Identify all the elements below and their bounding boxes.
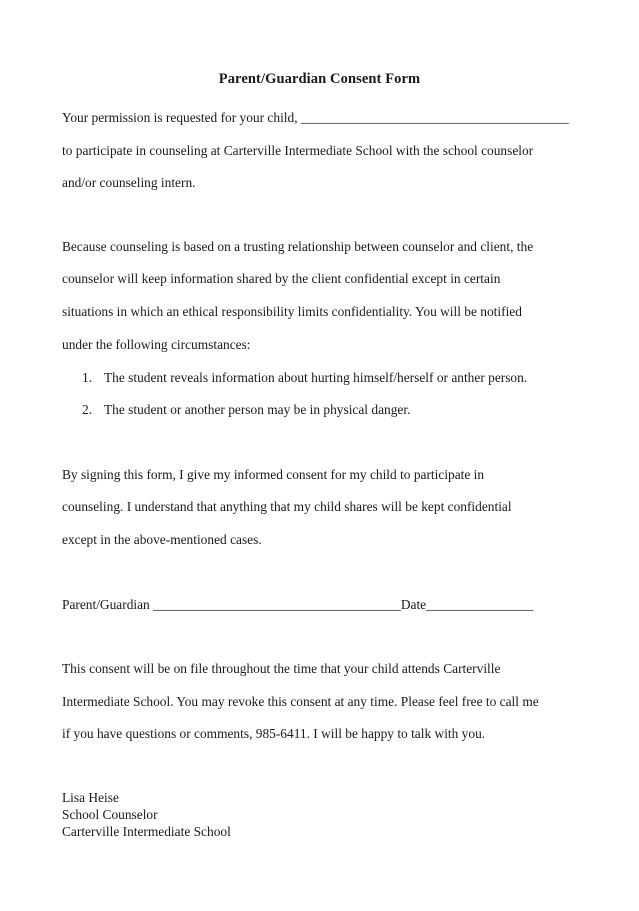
- closing-line-3: if you have questions or comments, 985-6411. I will be happy to talk with you.: [62, 726, 486, 741]
- confidentiality-line-3: situations in which an ethical responsibility limits confidentiality. You will be notified: [62, 304, 522, 319]
- signature-line: Parent/Guardian _____________________________________Date________________: [62, 597, 534, 612]
- signoff-name: Lisa Heise: [62, 790, 119, 805]
- form-title: Parent/Guardian Consent Form: [218, 71, 421, 87]
- closing-line-2: Intermediate School. You may revoke this consent at any time. Please feel free to call me: [62, 694, 539, 709]
- closing-line-1: This consent will be on file throughout the time that your child attends Carterville: [62, 661, 501, 676]
- consent-line-3: except in the above-mentioned cases.: [62, 532, 262, 547]
- signoff-role: School Counselor: [62, 807, 158, 822]
- list-item-number: 1.: [82, 370, 93, 385]
- consent-line-2: counseling. I understand that anything that my child shares will be kept confidential: [62, 499, 512, 514]
- confidentiality-line-1: Because counseling is based on a trusting relationship between counselor and client, the: [62, 239, 534, 254]
- confidentiality-line-4: under the following circumstances:: [62, 337, 251, 352]
- intro-line-1: Your permission is requested for your child, ________________________________________: [62, 110, 569, 125]
- signoff-school: Carterville Intermediate School: [62, 824, 231, 839]
- intro-line-3: and/or counseling intern.: [62, 175, 196, 190]
- list-item-number: 2.: [82, 402, 93, 417]
- confidentiality-line-2: counselor will keep information shared by the client confidential except in certain: [62, 271, 501, 286]
- consent-line-1: By signing this form, I give my informed consent for my child to participate in: [62, 467, 485, 482]
- intro-line-2: to participate in counseling at Carterville Intermediate School with the school counselor: [62, 143, 534, 158]
- list-item-text: The student reveals information about hurting himself/herself or anther person.: [104, 370, 528, 385]
- list-item-text: The student or another person may be in physical danger.: [104, 402, 411, 417]
